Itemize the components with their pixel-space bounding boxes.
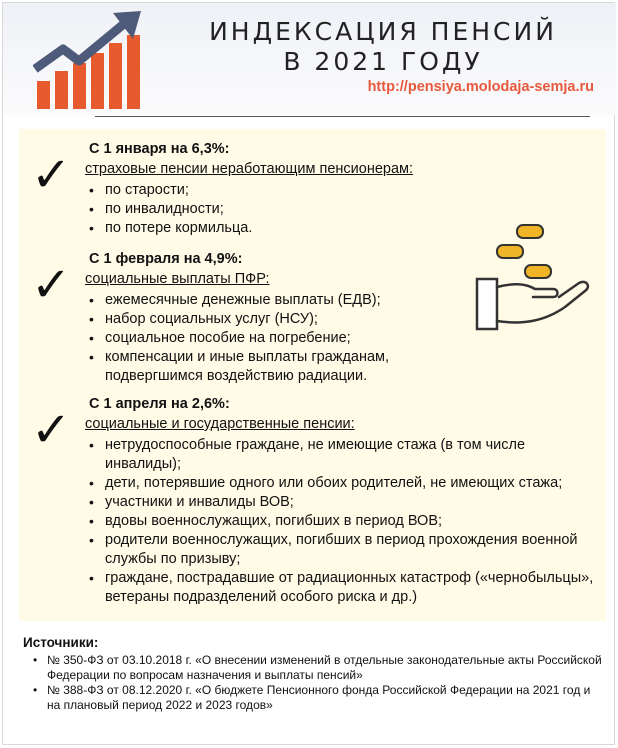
title-line-2: В 2021 ГОДУ xyxy=(283,47,483,76)
header-divider xyxy=(95,116,590,117)
check-mark-icon: ✓ xyxy=(31,402,72,458)
section-heading: С 1 апреля на 2,6%: xyxy=(89,396,230,412)
item-list xyxy=(85,436,605,607)
list-item: • вдовы военнослужащих, погибших в период ВОВ; xyxy=(85,512,605,531)
section-heading: С 1 января на 6,3%: xyxy=(89,141,230,157)
check-mark-icon: ✓ xyxy=(31,147,72,203)
header xyxy=(3,3,616,115)
list-item: • по потере кормильца. xyxy=(85,219,585,238)
sources-title: Источники: xyxy=(23,635,99,650)
section-subheading: страховые пенсии неработающим пенсионерам: xyxy=(85,161,414,177)
list-item: • набор социальных услуг (НСУ); xyxy=(85,310,455,329)
sources-list xyxy=(23,653,603,713)
section-heading: С 1 февраля на 4,9%: xyxy=(89,251,243,267)
list-item: • ежемесячные денежные выплаты (ЕДВ); xyxy=(85,291,455,310)
source-item: • № 350-ФЗ от 03.10.2018 г. «О внесении изменений в отдельные законодательные акты Российской Федерации по вопросам назначения и выплаты пенсий» xyxy=(23,653,603,683)
content-panel xyxy=(19,129,606,621)
section-subheading: социальные выплаты ПФР: xyxy=(85,271,270,287)
item-list xyxy=(85,291,455,386)
list-item: • граждане, пострадавшие от радиационных катастроф («чернобыльцы», ветераны подразделений особого риска и др.) xyxy=(85,569,605,607)
list-item: • нетрудоспособные граждане, не имеющие стажа (в том числе инвалиды); xyxy=(85,436,605,474)
list-item: • по старости; xyxy=(85,181,585,200)
source-item: • № 388-ФЗ от 08.12.2020 г. «О бюджете Пенсионного фонда Российской Федерации на 2021 год и на плановый период 2022 и 2023 годов» xyxy=(23,683,603,713)
list-item: • участники и инвалиды ВОВ; xyxy=(85,493,605,512)
infographic-frame xyxy=(2,2,615,745)
list-item: • родители военнослужащих, погибших в период прохождения военной службы по призыву; xyxy=(85,531,605,569)
sources-block xyxy=(23,635,603,713)
page-title xyxy=(153,17,613,77)
list-item: • по инвалидности; xyxy=(85,200,585,219)
title-line-1: ИНДЕКСАЦИЯ ПЕНСИЙ xyxy=(209,17,557,46)
hand-with-coins-icon xyxy=(473,217,593,335)
growth-chart-icon xyxy=(33,11,145,111)
check-mark-icon: ✓ xyxy=(31,257,72,313)
list-item: • дети, потерявшие одного или обоих родителей, не имеющих стажа; xyxy=(85,474,605,493)
section-subheading: социальные и государственные пенсии: xyxy=(85,416,355,432)
list-item: • компенсации и иные выплаты гражданам, подвергшимся воздействию радиации. xyxy=(85,348,455,386)
list-item: • социальное пособие на погребение; xyxy=(85,329,455,348)
site-url-link[interactable]: http://pensiya.molodaja-semja.ru xyxy=(367,79,594,95)
